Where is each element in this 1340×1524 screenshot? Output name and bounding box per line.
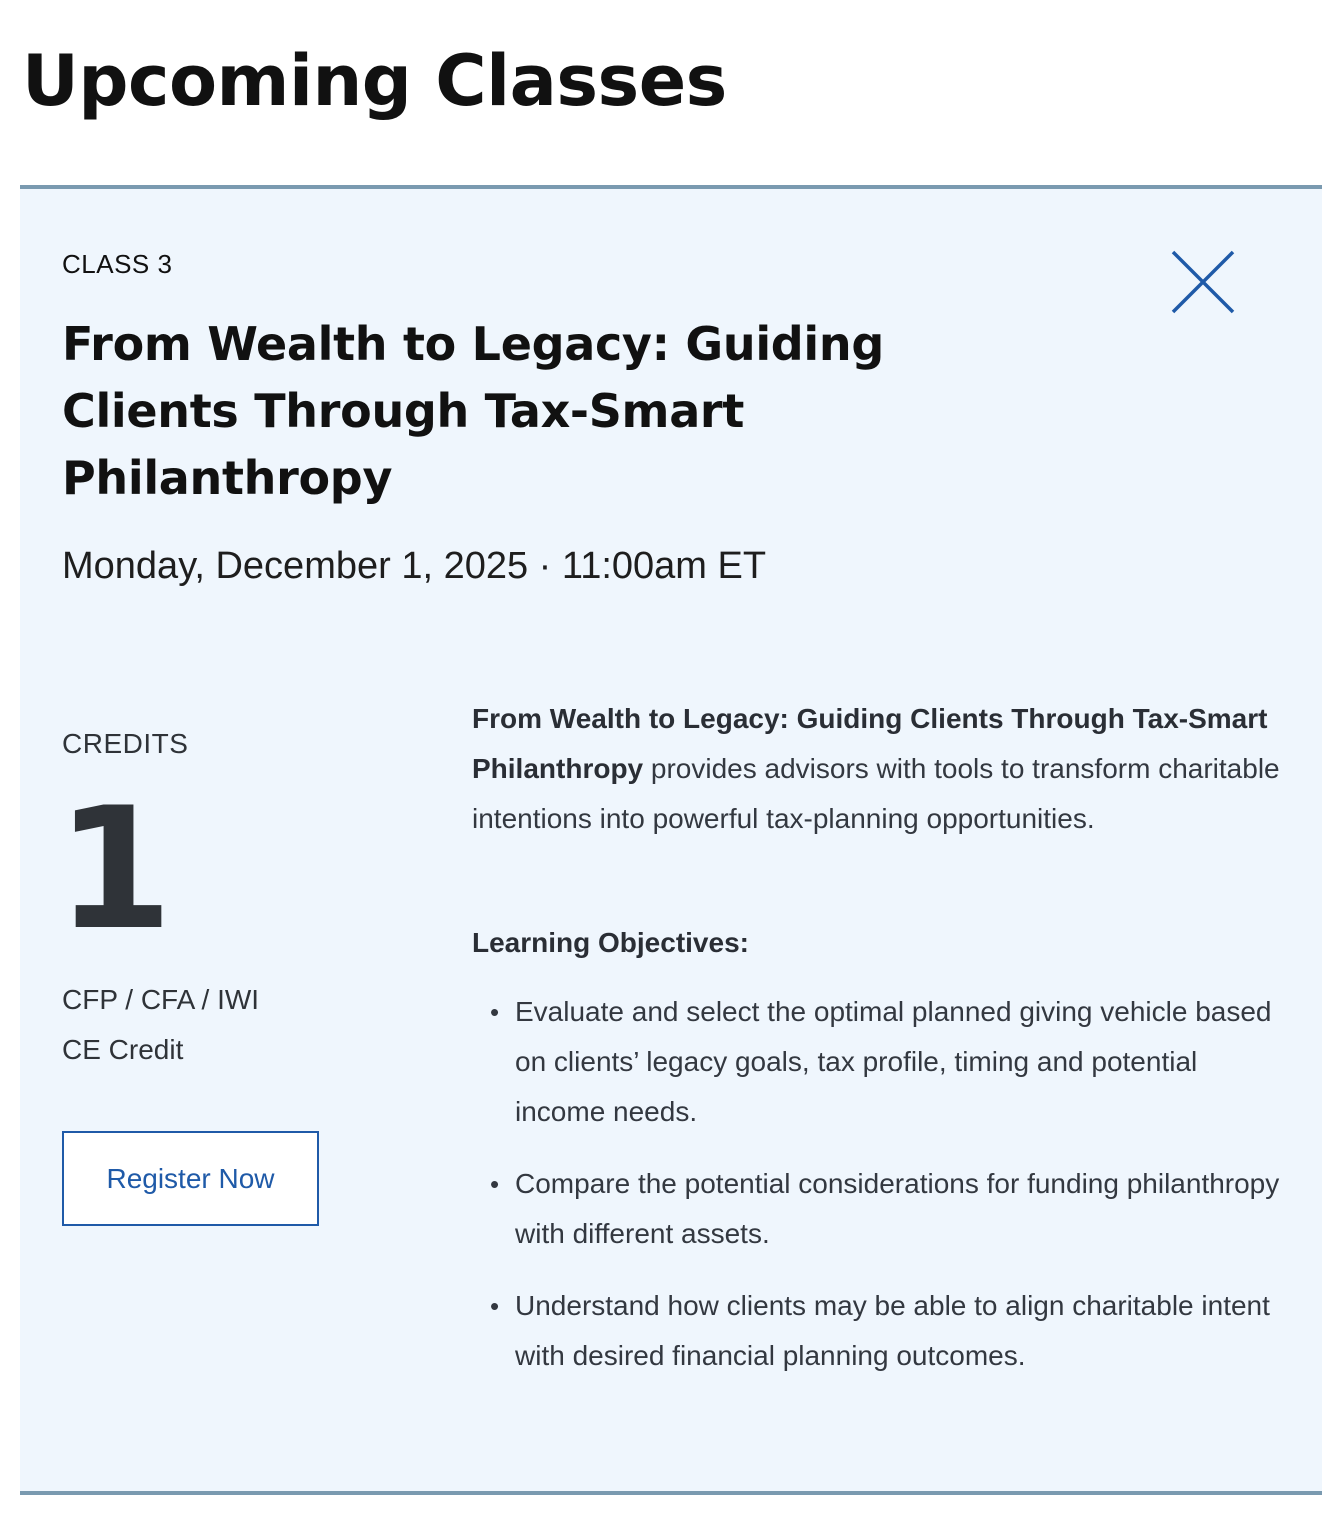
credits-designations: CFP / CFA / IWI	[62, 984, 260, 1015]
register-now-button[interactable]: Register Now	[62, 1131, 319, 1226]
class-title: From Wealth to Legacy: Guiding Clients Through Tax-Smart Philanthropy	[62, 317, 884, 505]
close-icon[interactable]	[1162, 243, 1242, 323]
page-title: Upcoming Classes	[22, 40, 727, 122]
credits-kind: CE Credit	[62, 1034, 184, 1065]
credits-value: 1	[56, 771, 169, 967]
objective-item	[472, 1159, 1282, 1259]
objective-text: Compare the potential considerations for funding philanthropy with different assets.	[515, 1168, 1280, 1249]
bullet-icon: •	[490, 1291, 500, 1321]
close-button[interactable]	[1162, 243, 1242, 323]
objective-item	[472, 987, 1282, 1137]
objective-item	[472, 1281, 1282, 1381]
learning-objectives-list	[472, 987, 1282, 1403]
description-text: provides advisors with tools to transform charitable intentions into powerful tax-planning opportunities.	[472, 753, 1280, 834]
credits-type	[62, 975, 402, 1075]
class-description	[472, 694, 1292, 844]
credits-label: CREDITS	[62, 728, 189, 759]
bullet-icon: •	[490, 1169, 500, 1199]
class-datetime: Monday, December 1, 2025 · 11:00am ET	[62, 545, 767, 587]
bullet-icon: •	[490, 997, 500, 1027]
class-number-label: CLASS 3	[62, 249, 173, 279]
objective-text: Evaluate and select the optimal planned giving vehicle based on clients’ legacy goals, tax profile, timing and potential income needs.	[515, 996, 1272, 1127]
objective-text: Understand how clients may be able to align charitable intent with desired financial planning outcomes.	[515, 1290, 1270, 1371]
class-card-expanded	[20, 185, 1322, 1495]
learning-objectives-heading: Learning Objectives:	[472, 927, 749, 958]
description-title: From Wealth to Legacy: Guiding Clients Through Tax-Smart Philanthropy	[472, 703, 1268, 784]
